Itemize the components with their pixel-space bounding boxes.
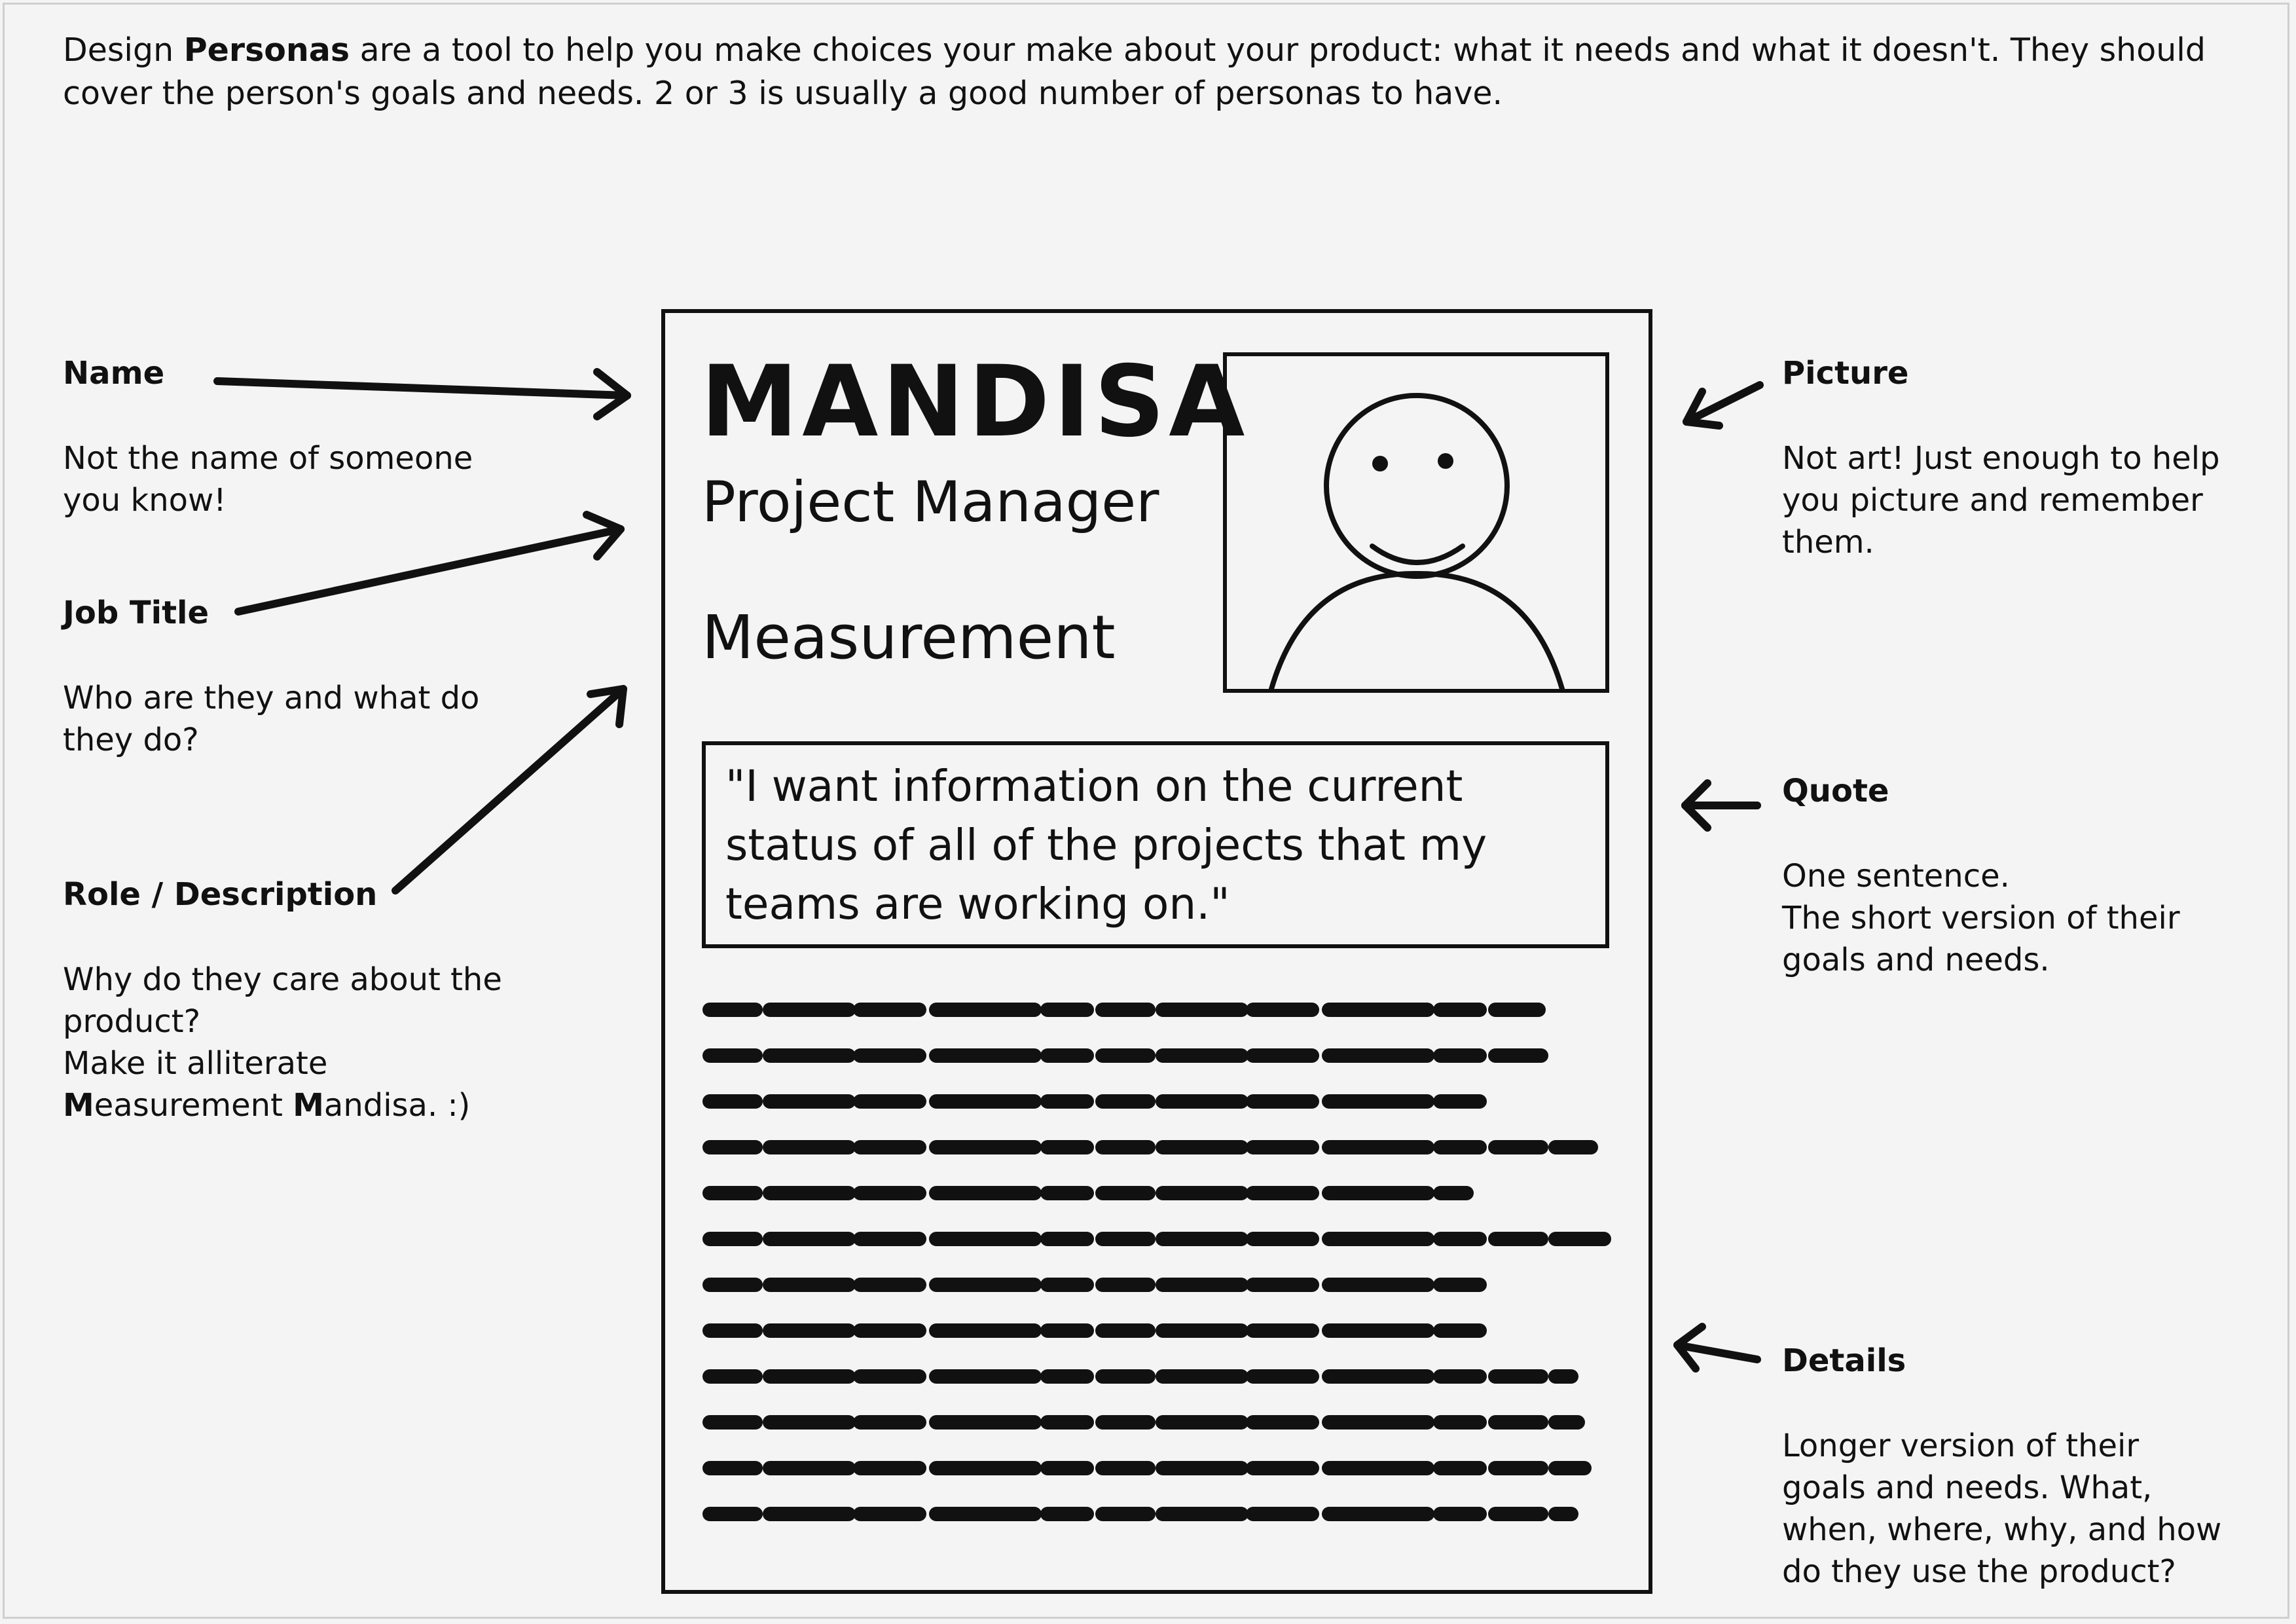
persona-job-title: Project Manager xyxy=(702,470,1159,535)
name-note-line: Not the name of someone xyxy=(63,440,473,477)
picture-note-line: Not art! Just enough to help xyxy=(1782,440,2220,477)
quote-note-line: The short version of their xyxy=(1782,900,2180,936)
persona-picture xyxy=(1223,352,1609,693)
quote-note-line: One sentence. xyxy=(1782,858,2010,895)
picture-annotation xyxy=(1782,352,2253,563)
job-title-note-line: Who are they and what do xyxy=(63,680,480,716)
details-note-line: goals and needs. What, xyxy=(1782,1469,2153,1506)
quote-note-line: goals and needs. xyxy=(1782,942,2050,978)
picture-note-line: them. xyxy=(1782,524,1874,561)
name-heading: Name xyxy=(63,355,165,392)
intro-bold-term: Personas xyxy=(183,31,350,69)
details-scribble-lines xyxy=(701,989,1630,1532)
details-note-line: Longer version of their xyxy=(1782,1428,2140,1464)
smiley-person-icon xyxy=(1227,356,1605,689)
name-annotation xyxy=(63,352,521,521)
picture-note-line: you picture and remember xyxy=(1782,482,2203,519)
quote-heading: Quote xyxy=(1782,773,1889,809)
details-annotation xyxy=(1782,1340,2267,1593)
details-heading: Details xyxy=(1782,1342,1906,1379)
role-heading: Role / Description xyxy=(63,876,378,913)
role-note-line: Why do they care about the xyxy=(63,961,502,998)
role-note-line: product? xyxy=(63,1003,201,1040)
name-note-line: you know! xyxy=(63,482,227,519)
role-annotation xyxy=(63,874,560,1126)
intro-text: Design Personas are a tool to help you make choices your make about your product: what it needs and what it doesn't. They should cover the person's goals and needs. 2 or 3 is usually a good number of personas to have. xyxy=(63,31,2206,112)
job-title-heading: Job Title xyxy=(63,595,210,631)
persona-quote: "I want information on the current status of all of the projects that my teams are working on." xyxy=(702,741,1609,948)
details-note-line: do they use the product? xyxy=(1782,1553,2176,1590)
quote-annotation xyxy=(1782,770,2253,981)
details-note-line: when, where, why, and how xyxy=(1782,1511,2222,1548)
alliteration-example: Measurement Mandisa. :) xyxy=(63,1087,471,1124)
job-title-annotation xyxy=(63,592,521,761)
persona-role-label: Measurement xyxy=(702,602,1116,673)
job-title-note-line: they do? xyxy=(63,722,199,758)
role-note-line: Make it alliterate xyxy=(63,1045,328,1082)
picture-heading: Picture xyxy=(1782,355,1909,392)
persona-name: MANDISA xyxy=(701,345,1249,459)
